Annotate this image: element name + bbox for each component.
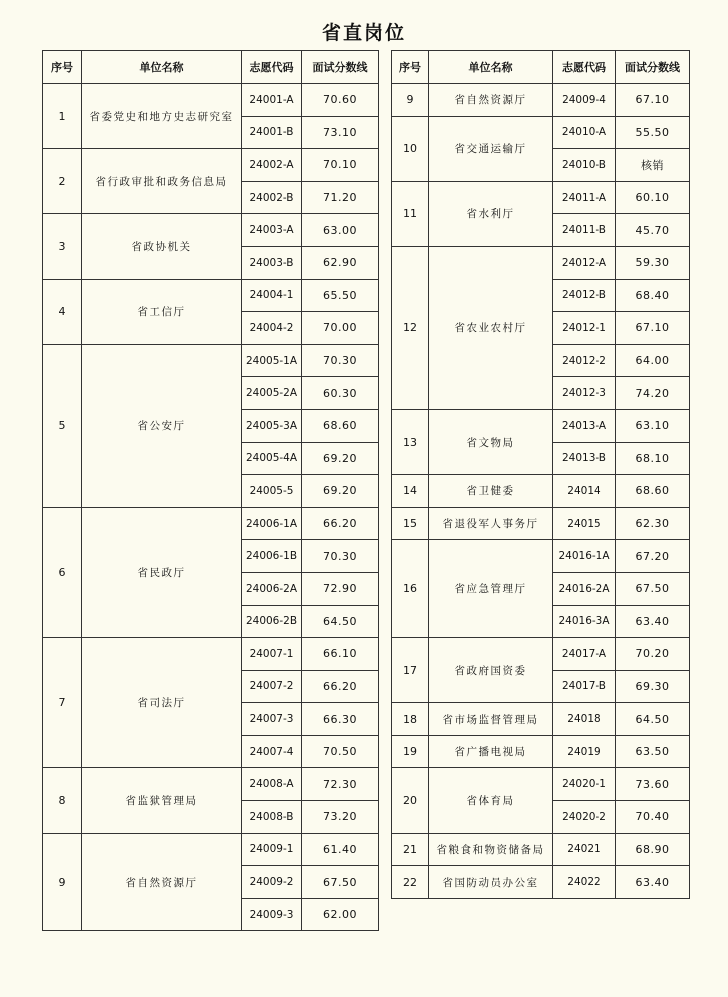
score-cell: 69.20 [302,442,379,475]
seq-cell: 19 [392,735,429,768]
code-cell: 24016-3A [553,605,616,638]
code-cell: 24020-1 [553,768,616,801]
unit-name-cell: 省民政厅 [82,507,242,637]
score-cell: 63.00 [302,214,379,247]
code-cell: 24009-3 [242,898,302,931]
seq-cell: 8 [43,768,82,833]
code-cell: 24015 [553,507,616,540]
header-seq: 序号 [392,51,429,84]
score-cell: 67.20 [616,540,690,573]
header-score: 面试分数线 [616,51,690,84]
unit-name-cell: 省自然资源厅 [82,833,242,931]
table-row [392,507,690,540]
left-table [42,50,379,931]
code-cell: 24005-2A [242,377,302,410]
code-cell: 24012-B [553,279,616,312]
right-table [391,50,690,899]
unit-name-cell: 省市场监督管理局 [429,703,553,736]
score-cell: 63.10 [616,409,690,442]
score-cell: 66.20 [302,507,379,540]
seq-cell: 17 [392,638,429,703]
table-row [392,181,690,214]
table-row [43,638,379,671]
score-cell: 72.90 [302,572,379,605]
score-cell: 68.60 [616,475,690,508]
seq-cell: 18 [392,703,429,736]
score-cell: 73.60 [616,768,690,801]
code-cell: 24007-4 [242,735,302,768]
score-cell: 70.60 [302,84,379,117]
table-row [392,116,690,149]
code-cell: 24012-A [553,246,616,279]
table-row [392,768,690,801]
seq-cell: 11 [392,181,429,246]
code-cell: 24017-B [553,670,616,703]
unit-name-cell: 省农业农村厅 [429,246,553,409]
table-row [43,344,379,377]
seq-cell: 7 [43,638,82,768]
code-cell: 24004-2 [242,312,302,345]
score-cell: 核销 [616,149,690,182]
seq-cell: 13 [392,409,429,474]
score-cell: 69.20 [302,475,379,508]
seq-cell: 9 [43,833,82,931]
unit-name-cell: 省水利厅 [429,181,553,246]
code-cell: 24005-5 [242,475,302,508]
header-code: 志愿代码 [242,51,302,84]
score-cell: 55.50 [616,116,690,149]
seq-cell: 1 [43,84,82,149]
score-cell: 62.00 [302,898,379,931]
code-cell: 24011-B [553,214,616,247]
unit-name-cell: 省工信厅 [82,279,242,344]
score-cell: 67.50 [616,572,690,605]
table-row [43,84,379,117]
table-row [43,214,379,247]
header-unit: 单位名称 [429,51,553,84]
unit-name-cell: 省政府国资委 [429,638,553,703]
code-cell: 24013-A [553,409,616,442]
code-cell: 24005-3A [242,409,302,442]
unit-name-cell: 省自然资源厅 [429,84,553,117]
code-cell: 24016-2A [553,572,616,605]
table-row [392,703,690,736]
seq-cell: 10 [392,116,429,181]
score-cell: 65.50 [302,279,379,312]
code-cell: 24011-A [553,181,616,214]
seq-cell: 4 [43,279,82,344]
score-cell: 69.30 [616,670,690,703]
code-cell: 24022 [553,866,616,899]
score-cell: 68.90 [616,833,690,866]
unit-name-cell: 省国防动员办公室 [429,866,553,899]
code-cell: 24006-1B [242,540,302,573]
header-score: 面试分数线 [302,51,379,84]
left-table-body [43,84,379,931]
unit-name-cell: 省政协机关 [82,214,242,279]
seq-cell: 9 [392,84,429,117]
unit-name-cell: 省委党史和地方史志研究室 [82,84,242,149]
code-cell: 24007-1 [242,638,302,671]
score-cell: 66.20 [302,670,379,703]
unit-name-cell: 省交通运输厅 [429,116,553,181]
score-cell: 63.40 [616,605,690,638]
unit-name-cell: 省广播电视局 [429,735,553,768]
unit-name-cell: 省卫健委 [429,475,553,508]
code-cell: 24016-1A [553,540,616,573]
table-row [392,409,690,442]
score-cell: 68.60 [302,409,379,442]
code-cell: 24003-A [242,214,302,247]
code-cell: 24014 [553,475,616,508]
code-cell: 24007-2 [242,670,302,703]
unit-name-cell: 省司法厅 [82,638,242,768]
score-cell: 70.30 [302,344,379,377]
score-cell: 63.40 [616,866,690,899]
score-cell: 72.30 [302,768,379,801]
score-cell: 45.70 [616,214,690,247]
unit-name-cell: 省文物局 [429,409,553,474]
score-cell: 61.40 [302,833,379,866]
unit-name-cell: 省应急管理厅 [429,540,553,638]
table-row [43,279,379,312]
code-cell: 24005-4A [242,442,302,475]
code-cell: 24006-2B [242,605,302,638]
code-cell: 24003-B [242,246,302,279]
score-cell: 64.50 [616,703,690,736]
score-cell: 64.50 [302,605,379,638]
score-cell: 62.30 [616,507,690,540]
score-cell: 70.30 [302,540,379,573]
seq-cell: 12 [392,246,429,409]
table-row [43,833,379,866]
code-cell: 24006-2A [242,572,302,605]
code-cell: 24007-3 [242,703,302,736]
unit-name-cell: 省行政审批和政务信息局 [82,149,242,214]
seq-cell: 22 [392,866,429,899]
score-cell: 66.30 [302,703,379,736]
unit-name-cell: 省退役军人事务厅 [429,507,553,540]
code-cell: 24012-2 [553,344,616,377]
header-seq: 序号 [43,51,82,84]
code-cell: 24009-2 [242,866,302,899]
code-cell: 24009-4 [553,84,616,117]
score-cell: 70.20 [616,638,690,671]
code-cell: 24004-1 [242,279,302,312]
table-row [392,833,690,866]
seq-cell: 3 [43,214,82,279]
score-cell: 73.10 [302,116,379,149]
score-cell: 59.30 [616,246,690,279]
seq-cell: 21 [392,833,429,866]
score-cell: 62.90 [302,246,379,279]
unit-name-cell: 省公安厅 [82,344,242,507]
table-row [43,507,379,540]
code-cell: 24019 [553,735,616,768]
seq-cell: 20 [392,768,429,833]
code-cell: 24002-B [242,181,302,214]
seq-cell: 15 [392,507,429,540]
seq-cell: 14 [392,475,429,508]
code-cell: 24008-B [242,801,302,834]
code-cell: 24006-1A [242,507,302,540]
seq-cell: 2 [43,149,82,214]
seq-cell: 16 [392,540,429,638]
header-row [43,51,379,84]
score-cell: 67.10 [616,84,690,117]
code-cell: 24010-A [553,116,616,149]
score-cell: 71.20 [302,181,379,214]
table-row [392,866,690,899]
code-cell: 24010-B [553,149,616,182]
score-cell: 67.50 [302,866,379,899]
score-cell: 68.40 [616,279,690,312]
score-cell: 70.00 [302,312,379,345]
table-row [392,540,690,573]
code-cell: 24021 [553,833,616,866]
seq-cell: 6 [43,507,82,637]
code-cell: 24002-A [242,149,302,182]
score-cell: 60.30 [302,377,379,410]
table-row [392,246,690,279]
code-cell: 24001-B [242,116,302,149]
seq-cell: 5 [43,344,82,507]
score-cell: 66.10 [302,638,379,671]
code-cell: 24012-3 [553,377,616,410]
score-cell: 70.40 [616,801,690,834]
page-title: 省直岗位 [321,22,406,44]
score-cell: 67.10 [616,312,690,345]
unit-name-cell: 省监狱管理局 [82,768,242,833]
code-cell: 24005-1A [242,344,302,377]
score-cell: 74.20 [616,377,690,410]
header-code: 志愿代码 [553,51,616,84]
table-row [43,149,379,182]
code-cell: 24008-A [242,768,302,801]
score-cell: 70.50 [302,735,379,768]
score-cell: 70.10 [302,149,379,182]
unit-name-cell: 省体育局 [429,768,553,833]
code-cell: 24013-B [553,442,616,475]
table-row [392,638,690,671]
score-cell: 73.20 [302,801,379,834]
code-cell: 24017-A [553,638,616,671]
unit-name-cell: 省粮食和物资储备局 [429,833,553,866]
table-row [43,768,379,801]
table-row [392,475,690,508]
score-cell: 60.10 [616,181,690,214]
code-cell: 24009-1 [242,833,302,866]
table-row [392,735,690,768]
code-cell: 24020-2 [553,801,616,834]
code-cell: 24018 [553,703,616,736]
score-cell: 64.00 [616,344,690,377]
code-cell: 24001-A [242,84,302,117]
table-row [392,84,690,117]
code-cell: 24012-1 [553,312,616,345]
header-row [392,51,690,84]
score-cell: 63.50 [616,735,690,768]
right-table-body [392,84,690,899]
header-unit: 单位名称 [82,51,242,84]
score-cell: 68.10 [616,442,690,475]
